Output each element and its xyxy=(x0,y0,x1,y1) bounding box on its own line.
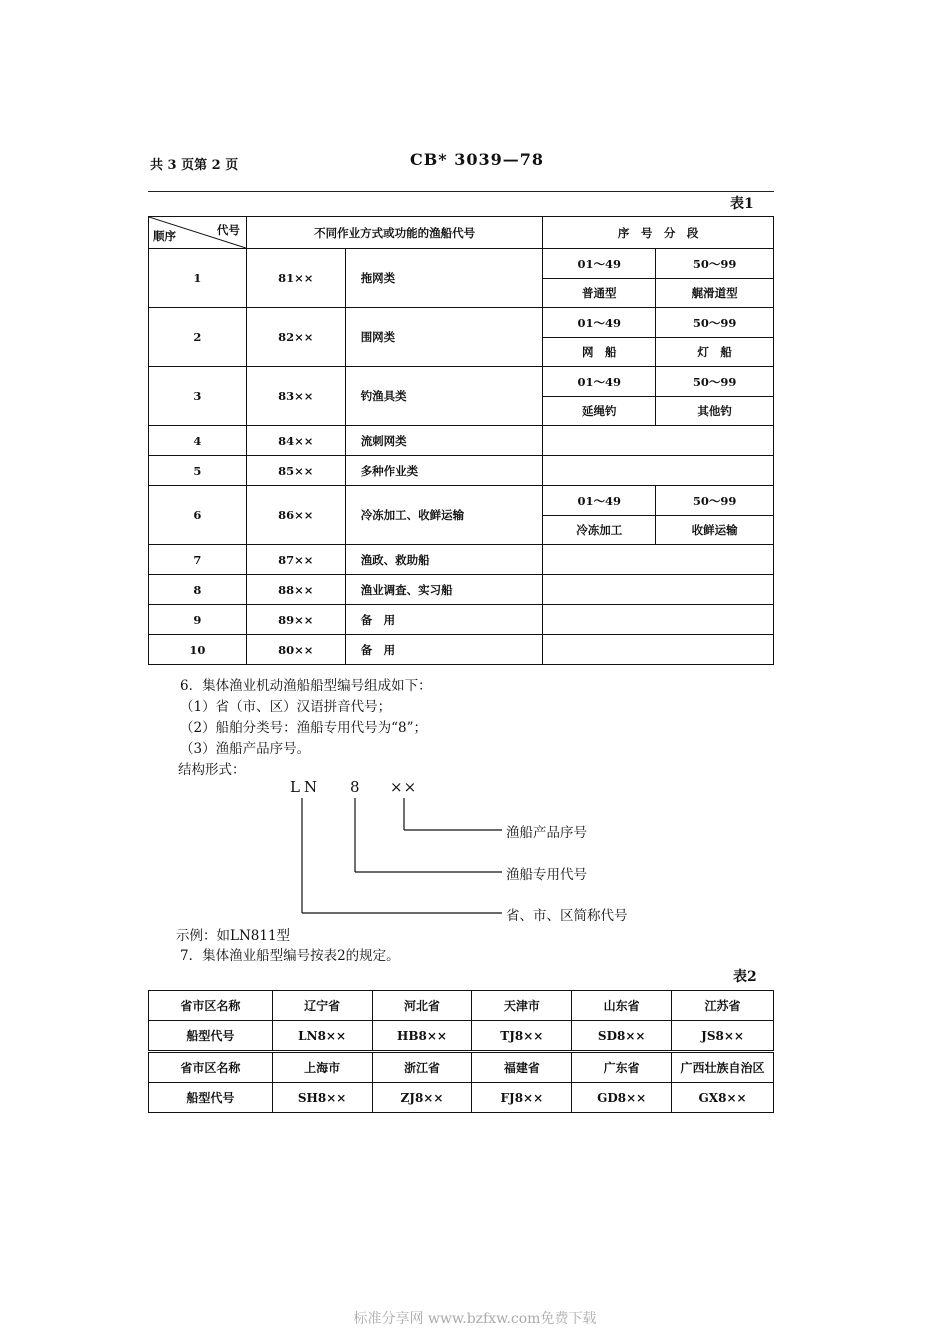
section6-item3: （3）渔船产品序号。 xyxy=(180,741,311,757)
corner-bottom-label: 顺序 xyxy=(153,229,176,243)
row-type: 冷冻加工、收鲜运输 xyxy=(345,486,543,545)
table1-corner-cell xyxy=(149,217,247,249)
empty-cell xyxy=(543,545,774,575)
ship-code: GD8×× xyxy=(572,1083,672,1113)
standard-code: CB* 3039—78 xyxy=(410,150,544,169)
row-label-name: 省市区名称 xyxy=(149,1052,273,1083)
province-name: 福建省 xyxy=(472,1052,572,1083)
province-name: 上海市 xyxy=(272,1052,372,1083)
section6-item2: （2）船舶分类号：渔船专用代号为“8”； xyxy=(180,720,427,736)
row-label-name: 省市区名称 xyxy=(149,991,273,1021)
section7-text: 7．集体渔业船型编号按表2的规定。 xyxy=(180,948,400,964)
ship-code: TJ8×× xyxy=(472,1021,572,1052)
page-info: 共 3 页第 2 页 xyxy=(150,158,239,173)
row-code: 85×× xyxy=(246,456,345,486)
row-code: 83×× xyxy=(246,367,345,426)
row-no: 4 xyxy=(149,426,247,456)
row-type: 多种作业类 xyxy=(345,456,543,486)
diagram-label-serial: 渔船产品序号 xyxy=(506,825,587,841)
sub-type-2: 收鲜运输 xyxy=(656,516,774,545)
structure-label: 结构形式： xyxy=(178,762,246,778)
range-low: 01～49 xyxy=(543,249,656,279)
section6-text xyxy=(180,676,432,760)
diagram-lines xyxy=(280,770,700,930)
row-code: 86×× xyxy=(246,486,345,545)
ship-code: GX8×× xyxy=(672,1083,774,1113)
structure-diagram xyxy=(280,770,700,930)
example-text: 示例：如LN811型 xyxy=(176,928,291,944)
sub-type-1: 延绳钓 xyxy=(543,397,656,426)
sub-type-1: 网 船 xyxy=(543,338,656,367)
table2 xyxy=(148,990,774,1113)
diagram-label-province: 省、市、区简称代号 xyxy=(506,908,628,924)
empty-cell xyxy=(543,426,774,456)
range-low: 01～49 xyxy=(543,308,656,338)
diagram-part-class: 8 xyxy=(350,778,360,796)
row-code: 82×× xyxy=(246,308,345,367)
diagram-part-serial: ×× xyxy=(390,778,418,796)
row-type: 流刺网类 xyxy=(345,426,543,456)
sub-type-1: 冷冻加工 xyxy=(543,516,656,545)
ship-code: HB8×× xyxy=(372,1021,472,1052)
section6-title: 6．集体渔业机动渔船船型编号组成如下： xyxy=(180,678,432,694)
row-no: 10 xyxy=(149,635,247,665)
range-low: 01～49 xyxy=(543,486,656,516)
ship-code: SD8×× xyxy=(572,1021,672,1052)
empty-cell xyxy=(543,456,774,486)
province-name: 辽宁省 xyxy=(272,991,372,1021)
province-name: 山东省 xyxy=(572,991,672,1021)
range-high: 50～99 xyxy=(656,308,774,338)
province-name: 广西壮族自治区 xyxy=(672,1052,774,1083)
table1-col-header-range: 序 号 分 段 xyxy=(543,217,774,249)
sub-type-2: 艉滑道型 xyxy=(656,279,774,308)
ship-code: JS8×× xyxy=(672,1021,774,1052)
table1 xyxy=(148,216,774,665)
row-no: 8 xyxy=(149,575,247,605)
range-high: 50～99 xyxy=(656,367,774,397)
row-no: 2 xyxy=(149,308,247,367)
ship-code: FJ8×× xyxy=(472,1083,572,1113)
row-type: 钓渔具类 xyxy=(345,367,543,426)
ship-code: LN8×× xyxy=(272,1021,372,1052)
table1-caption: 表1 xyxy=(730,196,754,212)
row-code: 87×× xyxy=(246,545,345,575)
sub-type-2: 其他钓 xyxy=(656,397,774,426)
ship-code: SH8×× xyxy=(272,1083,372,1113)
ship-code: ZJ8×× xyxy=(372,1083,472,1113)
province-name: 江苏省 xyxy=(672,991,774,1021)
row-code: 88×× xyxy=(246,575,345,605)
row-label-code: 船型代号 xyxy=(149,1021,273,1052)
row-code: 80×× xyxy=(246,635,345,665)
row-code: 81×× xyxy=(246,249,345,308)
range-high: 50～99 xyxy=(656,486,774,516)
sub-type-1: 普通型 xyxy=(543,279,656,308)
table1-col-header-code: 不同作业方式或功能的渔船代号 xyxy=(246,217,543,249)
row-no: 6 xyxy=(149,486,247,545)
row-type: 渔政、救助船 xyxy=(345,545,543,575)
row-code: 84×× xyxy=(246,426,345,456)
row-type: 渔业调查、实习船 xyxy=(345,575,543,605)
row-code: 89×× xyxy=(246,605,345,635)
empty-cell xyxy=(543,605,774,635)
row-type: 围网类 xyxy=(345,308,543,367)
province-name: 浙江省 xyxy=(372,1052,472,1083)
row-type: 备 用 xyxy=(345,635,543,665)
section6-item1: （1）省（市、区）汉语拼音代号； xyxy=(180,699,392,715)
province-name: 广东省 xyxy=(572,1052,672,1083)
row-no: 1 xyxy=(149,249,247,308)
row-no: 7 xyxy=(149,545,247,575)
footer-watermark: 标准分享网 www.bzfxw.com免费下载 xyxy=(353,1311,597,1327)
range-low: 01～49 xyxy=(543,367,656,397)
diagram-label-class: 渔船专用代号 xyxy=(506,867,587,883)
table2-caption: 表2 xyxy=(733,969,757,985)
row-no: 5 xyxy=(149,456,247,486)
diagram-part-province: LN xyxy=(290,778,322,796)
row-no: 3 xyxy=(149,367,247,426)
row-type: 备 用 xyxy=(345,605,543,635)
range-high: 50～99 xyxy=(656,249,774,279)
empty-cell xyxy=(543,635,774,665)
corner-top-label: 代号 xyxy=(216,223,240,237)
province-name: 天津市 xyxy=(472,991,572,1021)
empty-cell xyxy=(543,575,774,605)
province-name: 河北省 xyxy=(372,991,472,1021)
row-no: 9 xyxy=(149,605,247,635)
row-label-code: 船型代号 xyxy=(149,1083,273,1113)
sub-type-2: 灯 船 xyxy=(656,338,774,367)
header-rule xyxy=(148,191,774,192)
row-type: 拖网类 xyxy=(345,249,543,308)
